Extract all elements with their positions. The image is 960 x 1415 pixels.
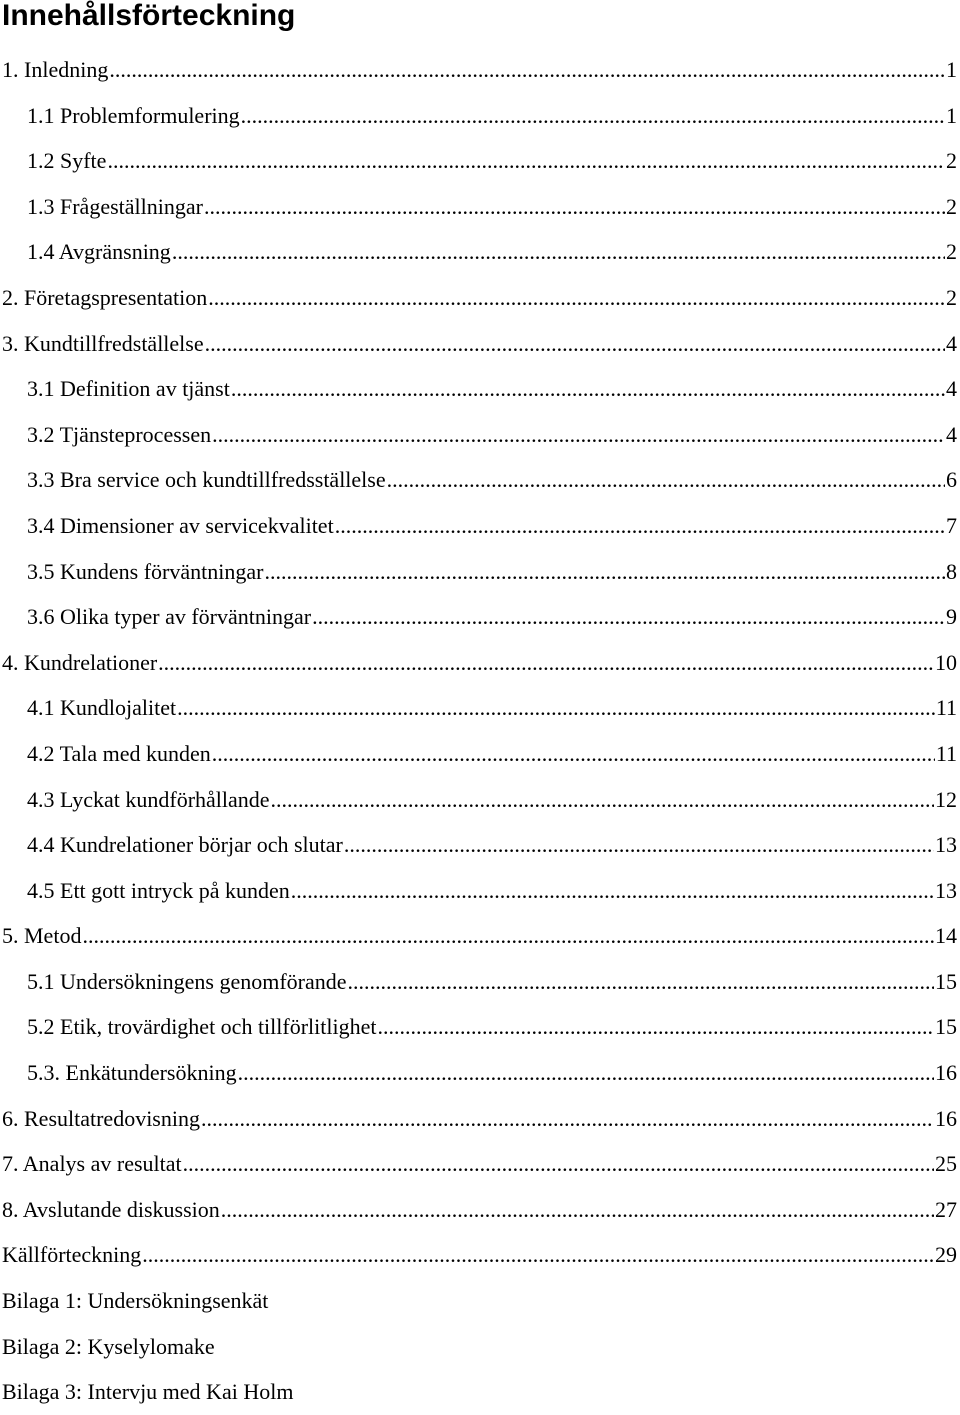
dot-leader (204, 184, 945, 230)
dot-leader (344, 822, 934, 868)
toc-entry[interactable] (0, 366, 960, 412)
toc-entry-title[interactable]: Bilaga 2: Kyselylomake (2, 1333, 215, 1359)
toc-entry-title[interactable]: 1.1 Problemformulering (27, 102, 240, 128)
toc-page-number[interactable]: 2 (946, 284, 957, 310)
toc-entry[interactable] (0, 1187, 960, 1233)
toc-page-number[interactable]: 6 (946, 467, 957, 493)
dot-leader (107, 138, 945, 184)
toc-entry[interactable] (0, 1278, 960, 1324)
toc-entry[interactable] (0, 229, 960, 275)
toc-page-number[interactable]: 13 (935, 832, 957, 858)
toc-entry-title[interactable]: 3. Kundtillfredställelse (2, 330, 204, 356)
toc-page-number[interactable]: 1 (946, 57, 957, 82)
toc-entry[interactable] (0, 412, 960, 458)
dot-leader (172, 229, 945, 275)
toc-page-number[interactable]: 2 (946, 193, 957, 219)
toc-page-number[interactable]: 1 (946, 102, 957, 128)
toc-entry[interactable] (0, 1369, 960, 1415)
toc-entry-title[interactable]: 5. Metod (2, 923, 82, 949)
toc-entry-title[interactable]: 3.2 Tjänsteprocessen (27, 421, 212, 447)
toc-page-number[interactable]: 16 (935, 1105, 957, 1131)
dot-leader (221, 1187, 934, 1233)
toc-entry-title[interactable]: Källförteckning (2, 1242, 142, 1268)
toc-entry[interactable] (0, 138, 960, 184)
toc-page-number[interactable]: 4 (946, 376, 957, 402)
dot-leader (312, 594, 945, 640)
toc-page-number[interactable]: 13 (935, 877, 957, 903)
toc-page-number[interactable]: 4 (946, 421, 957, 447)
toc-page-number[interactable]: 12 (935, 786, 957, 812)
toc-entry-title[interactable]: 8. Avslutande diskussion (2, 1196, 220, 1222)
dot-leader (201, 1096, 934, 1142)
toc-entry[interactable] (0, 457, 960, 503)
dot-leader (335, 503, 945, 549)
toc-entry-title[interactable]: 2. Företagspresentation (2, 284, 208, 310)
dot-leader (109, 47, 945, 93)
dot-leader (205, 321, 945, 367)
toc-entry-title[interactable]: 7. Analys av resultat (2, 1151, 182, 1177)
toc-page-number[interactable]: 7 (946, 512, 957, 538)
toc-entry[interactable] (0, 1324, 960, 1370)
toc-entry[interactable] (0, 594, 960, 640)
toc-page-number[interactable]: 15 (935, 1014, 957, 1040)
toc-page-number[interactable]: 11 (935, 695, 957, 721)
toc-page-number[interactable]: 15 (935, 968, 957, 994)
toc-entry-title[interactable]: 5.1 Undersökningens genomförande (27, 968, 347, 994)
toc-entry-title[interactable]: 4.4 Kundrelationer börjar och slutar (27, 832, 343, 858)
toc-entry-title[interactable]: 3.6 Olika typer av förväntningar (27, 604, 312, 630)
toc-entry-title[interactable]: 4.3 Lyckat kundförhållande (27, 786, 270, 812)
dot-leader (177, 685, 935, 731)
toc-page-number[interactable]: 2 (946, 148, 957, 174)
toc-entry[interactable] (0, 503, 960, 549)
toc-entry-title[interactable]: 3.3 Bra service och kundtillfredsställelse (27, 467, 386, 493)
toc-entry-title[interactable]: 3.1 Definition av tjänst (27, 376, 230, 402)
toc-entry[interactable] (0, 1050, 960, 1096)
toc-entry[interactable] (0, 777, 960, 823)
toc-entry-title[interactable]: 1. Inledning (2, 57, 109, 82)
dot-leader (291, 868, 934, 914)
toc-entry-title[interactable]: Bilaga 1: Undersökningsenkät (2, 1288, 269, 1314)
toc-entry-title[interactable]: 6. Resultatredovisning (2, 1105, 200, 1131)
toc-page-number[interactable]: 8 (946, 558, 957, 584)
toc-page-number[interactable]: 9 (946, 604, 957, 630)
toc-entry[interactable] (0, 868, 960, 914)
toc-entry-title[interactable]: 4.2 Tala med kunden (27, 740, 211, 766)
toc-entry[interactable] (0, 184, 960, 230)
toc-entry-title[interactable]: 4.5 Ett gott intryck på kunden (27, 877, 290, 903)
toc-page-number[interactable]: 29 (935, 1242, 957, 1268)
toc-entry-title[interactable]: Bilaga 3: Intervju med Kai Holm (2, 1379, 294, 1405)
dot-leader (212, 412, 945, 458)
dot-leader (208, 275, 945, 321)
dot-leader (158, 640, 934, 686)
toc-page-number[interactable]: 25 (935, 1151, 957, 1177)
toc-entry-title[interactable]: 4.1 Kundlojalitet (27, 695, 177, 721)
toc-entry[interactable] (0, 93, 960, 139)
dot-leader (82, 913, 934, 959)
toc-entry[interactable] (0, 913, 960, 959)
toc-entry[interactable] (0, 959, 960, 1005)
toc-entry[interactable] (0, 321, 960, 367)
dot-leader (238, 1050, 934, 1096)
dot-leader (183, 1141, 934, 1187)
page-title: Innehållsförteckning (2, 0, 296, 32)
toc-entry[interactable] (0, 47, 960, 93)
toc-page-number[interactable]: 10 (935, 649, 957, 675)
dot-leader (387, 457, 945, 503)
dot-leader (241, 93, 945, 139)
dot-leader (231, 366, 945, 412)
toc-entry[interactable] (0, 640, 960, 686)
toc-entry[interactable] (0, 822, 960, 868)
toc-entry[interactable] (0, 731, 960, 777)
dot-leader (348, 959, 934, 1005)
toc-entry[interactable] (0, 1096, 960, 1142)
toc-entry[interactable] (0, 1232, 960, 1278)
toc-page-number[interactable]: 14 (935, 923, 957, 949)
toc-entry[interactable] (0, 685, 960, 731)
toc-page-number[interactable]: 27 (935, 1196, 957, 1222)
table-of-contents (0, 47, 960, 1415)
toc-entry[interactable] (0, 1004, 960, 1050)
toc-page-number[interactable]: 2 (946, 239, 957, 265)
toc-entry-title[interactable]: 1.2 Syfte (27, 148, 107, 174)
toc-entry-title[interactable]: 4. Kundrelationer (2, 649, 158, 675)
toc-entry-title[interactable]: 5.2 Etik, trovärdighet och tillförlitlighet (27, 1014, 377, 1040)
dot-leader (142, 1232, 934, 1278)
toc-entry[interactable] (0, 549, 960, 595)
toc-entry-title[interactable]: 1.3 Frågeställningar (27, 193, 203, 219)
toc-entry-title[interactable]: 3.4 Dimensioner av servicekvalitet (27, 512, 334, 538)
dot-leader (264, 549, 945, 595)
toc-entry-title[interactable]: 5.3. Enkätundersökning (27, 1060, 237, 1086)
dot-leader (212, 731, 935, 777)
toc-page-number[interactable]: 16 (935, 1060, 957, 1086)
toc-entry-title[interactable]: 3.5 Kundens förväntningar (27, 558, 264, 584)
toc-page-number[interactable]: 4 (946, 330, 957, 356)
dot-leader (378, 1004, 935, 1050)
toc-entry[interactable] (0, 1141, 960, 1187)
toc-entry-title[interactable]: 1.4 Avgränsning (27, 239, 171, 265)
toc-entry[interactable] (0, 275, 960, 321)
toc-page-number[interactable]: 11 (935, 740, 957, 766)
dot-leader (271, 777, 934, 823)
